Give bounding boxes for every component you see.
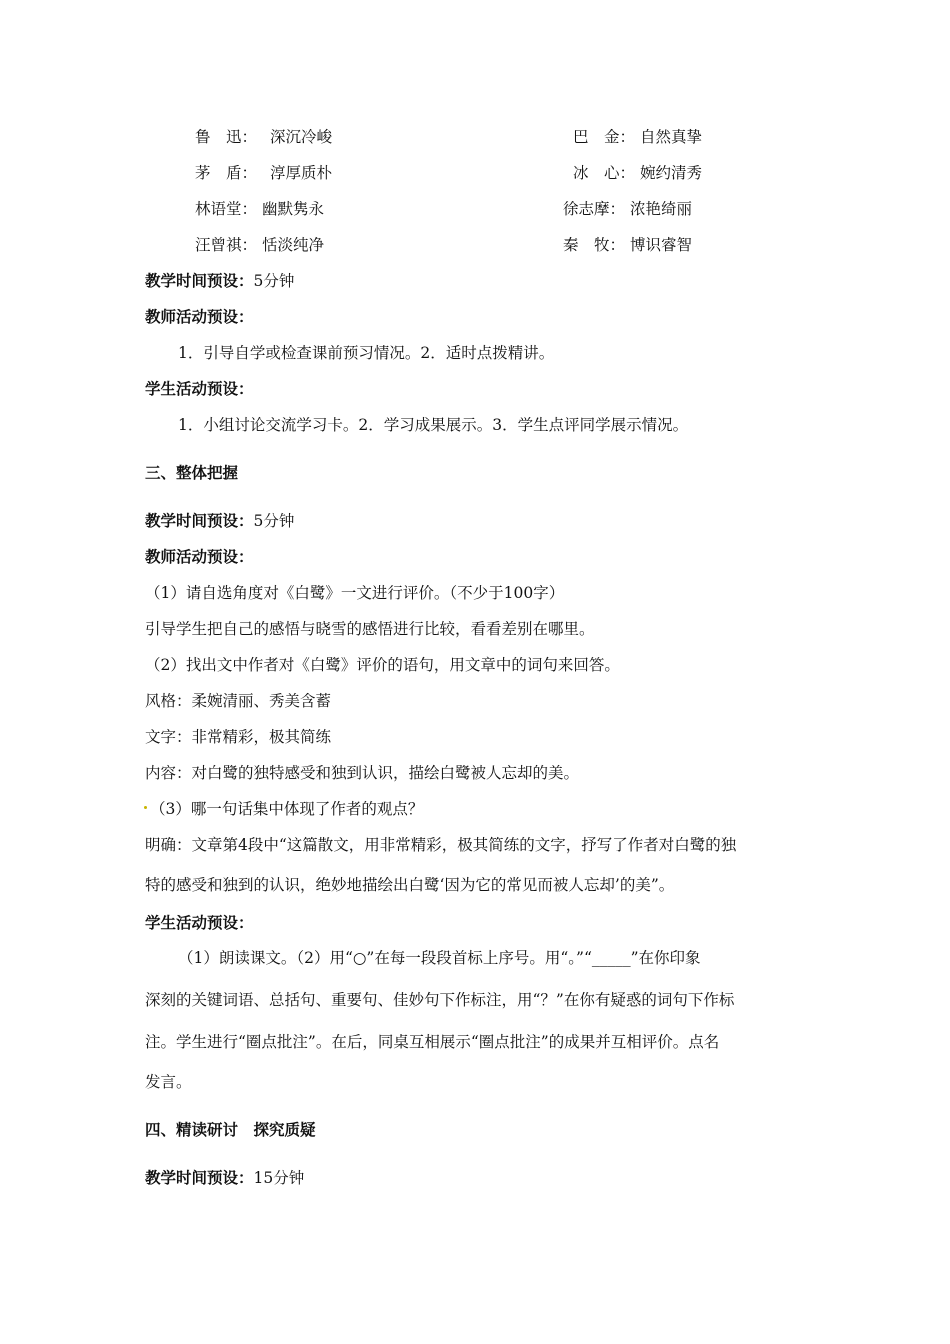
author-style: 深沉冷峻 — [270, 128, 333, 146]
author-name: 茅 盾： — [195, 164, 258, 182]
answer-content: 内容：对白鹭的独特感受和独到认识，描绘白鹭被人忘却的美。 — [145, 764, 580, 782]
time-label: 教学时间预设： — [145, 272, 254, 290]
student-activity-line: 注。学生进行“圈点批注”。在后，同桌互相展示“圈点批注”的成果并互相评价。点名 — [145, 1033, 720, 1051]
author-name: 冰 心： — [573, 164, 636, 182]
author-name: 汪曾祺： — [195, 236, 258, 254]
author-name: 鲁 迅： — [195, 128, 258, 146]
author-style: 淳厚质朴 — [270, 164, 333, 182]
time-label: 教学时间预设： — [145, 1169, 254, 1187]
section-heading: 三、整体把握 — [145, 464, 239, 482]
time-label: 教学时间预设： — [145, 512, 254, 530]
marker-dot — [144, 806, 147, 809]
author-name: 巴 金： — [573, 128, 636, 146]
student-activity-label: 学生活动预设： — [145, 914, 254, 932]
section-heading: 四、精读研讨 探究质疑 — [145, 1121, 316, 1139]
student-activity-line: （1）朗读课文。（2）用“○”在每一段段首标上序号。用“。”“_____”在你印象 — [178, 949, 701, 967]
author-name: 秦 牧： — [563, 236, 626, 254]
question-1-guide: 引导学生把自己的感悟与晓雪的感悟进行比较，看看差别在哪里。 — [145, 620, 595, 638]
author-name: 徐志摩： — [563, 200, 626, 218]
answer-paragraph-line: 特的感受和独到的认识，绝妙地描绘出白鹭‘因为它的常见而被人忘却’的美”。 — [145, 876, 675, 894]
answer-style: 风格：柔婉清丽、秀美含蓄 — [145, 692, 332, 710]
teacher-activity-label: 教师活动预设： — [145, 548, 254, 566]
time-value: 5分钟 — [253, 512, 295, 530]
student-activity-line: 发言。 — [145, 1073, 192, 1091]
teacher-activity-text: 1．引导自学或检查课前预习情况。2．适时点拨精讲。 — [178, 344, 555, 362]
time-preset — [145, 511, 294, 531]
author-style: 浓艳绮丽 — [630, 200, 693, 218]
teacher-activity-label: 教师活动预设： — [145, 308, 254, 326]
answer-paragraph-line: 明确：文章第4段中“这篇散文，用非常精彩，极其简练的文字，抒写了作者对白鹭的独 — [145, 836, 737, 854]
time-preset — [145, 271, 294, 291]
author-style: 自然真挚 — [640, 128, 703, 146]
answer-text: 文字：非常精彩，极其简练 — [145, 728, 332, 746]
author-style: 幽默隽永 — [262, 200, 325, 218]
author-style: 婉约清秀 — [640, 164, 703, 182]
student-activity-line: 深刻的关键词语、总括句、重要句、佳妙句下作标注，用“？”在你有疑惑的词句下作标 — [145, 991, 735, 1009]
question-3: （3）哪一句话集中体现了作者的观点？ — [150, 800, 424, 818]
time-value: 5分钟 — [253, 272, 295, 290]
author-name: 林语堂： — [195, 200, 258, 218]
student-activity-label: 学生活动预设： — [145, 380, 254, 398]
time-value: 15分钟 — [253, 1169, 305, 1187]
time-preset — [145, 1168, 304, 1188]
question-1: （1）请自选角度对《白鹭》一文进行评价。（不少于100字） — [145, 584, 565, 602]
author-style: 博识睿智 — [630, 236, 693, 254]
question-2: （2）找出文中作者对《白鹭》评价的语句，用文章中的词句来回答。 — [145, 656, 620, 674]
student-activity-text: 1．小组讨论交流学习卡。2．学习成果展示。3．学生点评同学展示情况。 — [178, 416, 689, 434]
author-style: 恬淡纯净 — [262, 236, 325, 254]
